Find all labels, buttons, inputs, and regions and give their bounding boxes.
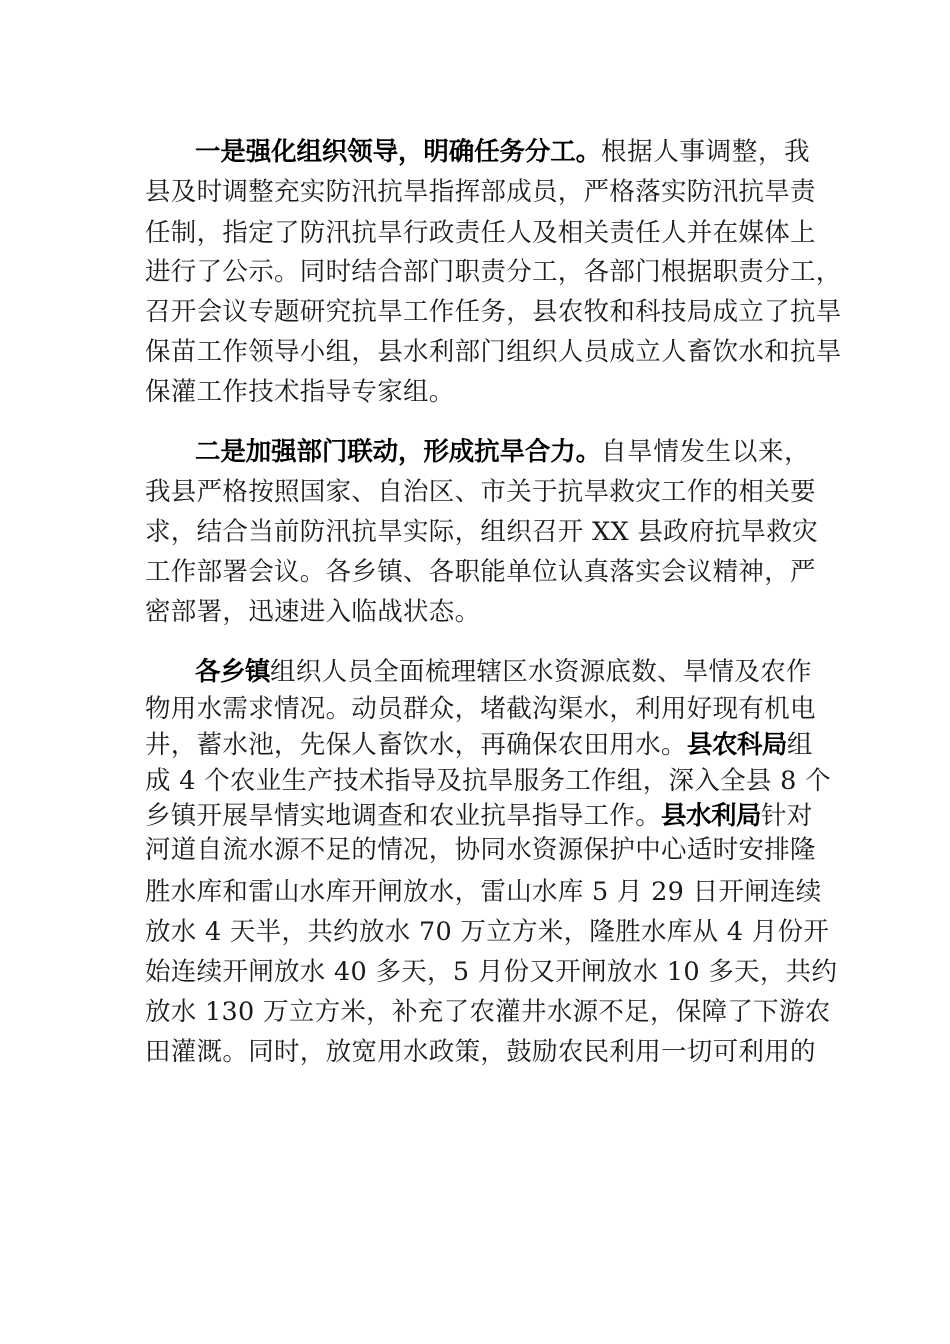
- paragraph-line: 物用水需求情况。动员群众，堵截沟渠水，利用好现有机电: [145, 694, 816, 724]
- paragraph-line: 各乡镇组织人员全面梳理辖区水资源底数、旱情及农作: [195, 657, 812, 687]
- paragraph-line: 进行了公示。同时结合部门职责分工，各部门根据职责分工，: [145, 257, 842, 287]
- bold-lead-heading: 一是强化组织领导，明确任务分工。: [195, 137, 601, 167]
- paragraph-line: 保灌工作技术指导专家组。: [145, 377, 455, 407]
- paragraph-line: 求，结合当前防汛抗旱实际，组织召开 XX 县政府抗旱救灾: [145, 517, 818, 547]
- paragraph-line: 工作部署会议。各乡镇、各职能单位认真落实会议精神，严: [145, 557, 816, 587]
- paragraph-line: 井，蓄水池，先保人畜饮水，再确保农田用水。县农科局组: [145, 730, 813, 760]
- paragraph-line: 二是加强部门联动，形成抗旱合力。自旱情发生以来，: [195, 437, 810, 467]
- paragraph-line: 放水 4 天半，共约放水 70 万立方米，隆胜水库从 4 月份开: [145, 917, 830, 947]
- paragraph-line: 一是强化组织领导，明确任务分工。根据人事调整，我: [195, 137, 810, 167]
- paragraph-line: 成 4 个农业生产技术指导及抗旱服务工作组，深入全县 8 个: [145, 766, 831, 796]
- paragraph-line: 河道自流水源不足的情况，协同水资源保护中心适时安排隆: [145, 835, 816, 865]
- paragraph-line: 放水 130 万立方米，补充了农灌井水源不足，保障了下游农: [145, 997, 831, 1027]
- bold-agency-name: 县农科局: [686, 730, 787, 760]
- paragraph-line: 县及时调整充实防汛抗旱指挥部成员，严格落实防汛抗旱责: [145, 177, 816, 207]
- bold-lead-heading: 各乡镇: [195, 657, 271, 687]
- paragraph-line: 田灌溉。同时，放宽用水政策，鼓励农民利用一切可利用的: [145, 1037, 816, 1067]
- paragraph-line: 胜水库和雷山水库开闸放水，雷山水库 5 月 29 日开闸连续: [145, 877, 822, 907]
- paragraph-line: 召开会议专题研究抗旱工作任务，县农牧和科技局成立了抗旱: [145, 297, 842, 327]
- paragraph-line: 始连续开闸放水 40 多天，5 月份又开闸放水 10 多天，共约: [145, 957, 838, 987]
- bold-lead-heading: 二是加强部门联动，形成抗旱合力。: [195, 437, 601, 467]
- paragraph-line: 密部署，迅速进入临战状态。: [145, 597, 481, 627]
- paragraph-line: 任制，指定了防汛抗旱行政责任人及相关责任人并在媒体上: [145, 218, 816, 248]
- bold-agency-name: 县水利局: [661, 801, 762, 831]
- paragraph-line: 乡镇开展旱情实地调查和农业抗旱指导工作。县水利局针对: [145, 801, 813, 831]
- paragraph-line: 保苗工作领导小组，县水利部门组织人员成立人畜饮水和抗旱: [145, 337, 842, 367]
- paragraph-line: 我县严格按照国家、自治区、市关于抗旱救灾工作的相关要: [145, 477, 816, 507]
